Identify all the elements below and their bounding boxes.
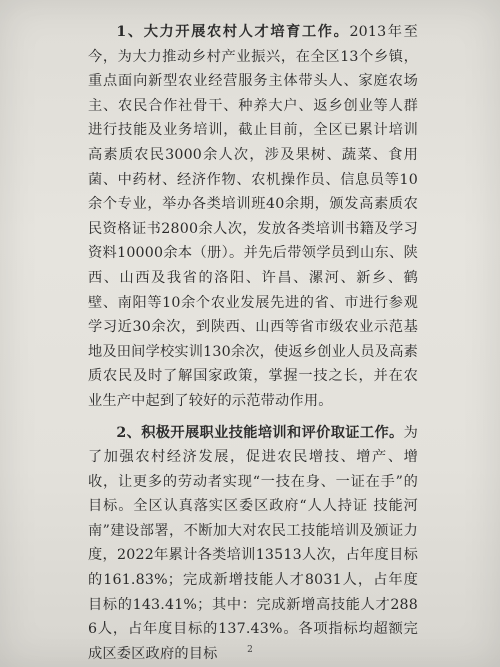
paragraph-text: 为了加强农村经济发展，促进农民增技、增产、增收，让更多的劳动者实现“一技在身、一证在手”的目标。全区认真落实区委区政府“人人持证 技能河南”建设部署，不断加大对农民工技能培训及颁证力度，2022年累计各类培训13513人次，占年度目标的161.83%；完成新增技能人才8031人，占年度目标的143.41%；其中：完成新增高技能人才2886人，占年度目标的137.43%。各项指标均超额完成区委区政府的目标	[88, 424, 418, 662]
paragraph-heading: 2、积极开展职业技能培训和评价取证工作。	[116, 424, 404, 441]
paragraph-talent-training	[88, 20, 418, 414]
paragraph-skills-training	[88, 421, 418, 667]
page-number: 2	[247, 645, 253, 655]
paragraph-text: 2013年至今，为大力推动乡村产业振兴，在全区13个乡镇，重点面向新型农业经营服务主体带头人、家庭农场主、农民合作社骨干、种养大户、返乡创业等人群进行技能及业务培训，截止目前，全区已累计培训高素质农民3000余人次，涉及果树、蔬菜、食用菌、中药材、经济作物、农机操作员、信息员等10余个专业，举办各类培训班40余期，颁发高素质农民资格证书2800余人次，发放各类培训书籍及学习资料10000余本（册）。并先后带领学员到山东、陕西、山西及我省的洛阳、许昌、漯河、新乡、鹤壁、南阳等10余个农业发展先进的省、市进行参观学习近30余次，到陕西、山西等省市级农业示范基地及田间学校实训130余次，使返乡创业人员及高素质农民及时了解国家政策，掌握一技之长，并在农业生产中起到了较好的示范带动作用。	[88, 24, 418, 409]
paragraph-heading: 1、大力开展农村人才培育工作。	[116, 24, 350, 40]
document-body	[88, 20, 418, 666]
